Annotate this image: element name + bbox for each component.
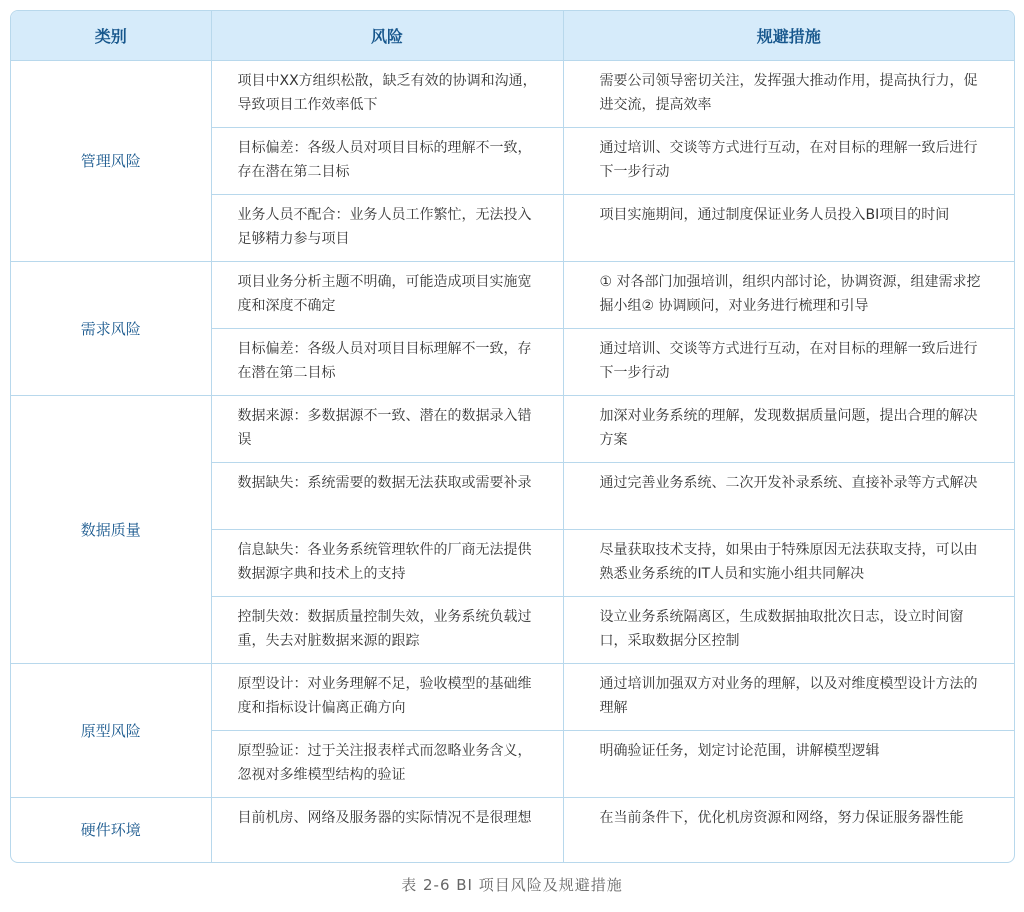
table-body bbox=[11, 61, 1014, 862]
table-row bbox=[11, 664, 1014, 731]
header-category: 类别 bbox=[11, 11, 211, 61]
category-cell: 需求风险 bbox=[11, 262, 211, 396]
measure-cell: 需要公司领导密切关注，发挥强大推动作用，提高执行力，促进交流，提高效率 bbox=[563, 61, 1014, 128]
measure-cell: 设立业务系统隔离区，生成数据抽取批次日志，设立时间窗口，采取数据分区控制 bbox=[563, 597, 1014, 664]
table-caption: 表 2-6 BI 项目风险及规避措施 bbox=[401, 876, 623, 894]
risk-cell: 目标偏差：各级人员对项目目标理解不一致，存在潜在第二目标 bbox=[211, 329, 563, 396]
risk-table-container bbox=[10, 10, 1015, 863]
header-measure: 规避措施 bbox=[563, 11, 1014, 61]
table-header-row bbox=[11, 11, 1014, 61]
category-cell: 原型风险 bbox=[11, 664, 211, 798]
measure-cell: 项目实施期间，通过制度保证业务人员投入BI项目的时间 bbox=[563, 195, 1014, 262]
table-row bbox=[11, 396, 1014, 463]
measure-cell: 通过完善业务系统、二次开发补录系统、直接补录等方式解决 bbox=[563, 463, 1014, 530]
table-row bbox=[11, 798, 1014, 862]
risk-cell: 目标偏差：各级人员对项目目标的理解不一致，存在潜在第二目标 bbox=[211, 128, 563, 195]
risk-cell: 控制失效：数据质量控制失效，业务系统负载过重，失去对脏数据来源的跟踪 bbox=[211, 597, 563, 664]
risk-cell: 原型设计：对业务理解不足，验收模型的基础维度和指标设计偏离正确方向 bbox=[211, 664, 563, 731]
table-row bbox=[11, 262, 1014, 329]
header-risk: 风险 bbox=[211, 11, 563, 61]
risk-cell: 项目中XX方组织松散，缺乏有效的协调和沟通，导致项目工作效率低下 bbox=[211, 61, 563, 128]
risk-cell: 数据来源：多数据源不一致、潜在的数据录入错误 bbox=[211, 396, 563, 463]
measure-cell: 加深对业务系统的理解，发现数据质量问题，提出合理的解决方案 bbox=[563, 396, 1014, 463]
risk-cell: 业务人员不配合：业务人员工作繁忙，无法投入足够精力参与项目 bbox=[211, 195, 563, 262]
measure-cell: ① 对各部门加强培训，组织内部讨论，协调资源，组建需求挖掘小组② 协调顾问，对业务进行梳理和引导 bbox=[563, 262, 1014, 329]
measure-cell: 通过培训加强双方对业务的理解，以及对维度模型设计方法的理解 bbox=[563, 664, 1014, 731]
risk-cell: 目前机房、网络及服务器的实际情况不是很理想 bbox=[211, 798, 563, 862]
measure-cell: 尽量获取技术支持，如果由于特殊原因无法获取支持，可以由熟悉业务系统的IT人员和实施小组共同解决 bbox=[563, 530, 1014, 597]
measure-cell: 明确验证任务，划定讨论范围，讲解模型逻辑 bbox=[563, 731, 1014, 798]
measure-cell: 通过培训、交谈等方式进行互动，在对目标的理解一致后进行下一步行动 bbox=[563, 329, 1014, 396]
table-row bbox=[11, 61, 1014, 128]
measure-cell: 通过培训、交谈等方式进行互动，在对目标的理解一致后进行下一步行动 bbox=[563, 128, 1014, 195]
risk-cell: 信息缺失：各业务系统管理软件的厂商无法提供数据源字典和技术上的支持 bbox=[211, 530, 563, 597]
measure-cell: 在当前条件下，优化机房资源和网络，努力保证服务器性能 bbox=[599, 810, 964, 826]
risk-cell: 原型验证：过于关注报表样式而忽略业务含义，忽视对多维模型结构的验证 bbox=[211, 731, 563, 798]
risk-table bbox=[11, 11, 1014, 862]
category-cell: 管理风险 bbox=[11, 61, 211, 262]
risk-cell: 数据缺失：系统需要的数据无法获取或需要补录 bbox=[211, 463, 563, 530]
category-cell: 数据质量 bbox=[11, 396, 211, 664]
risk-cell: 项目业务分析主题不明确，可能造成项目实施宽度和深度不确定 bbox=[211, 262, 563, 329]
category-cell: 硬件环境 bbox=[11, 798, 211, 862]
